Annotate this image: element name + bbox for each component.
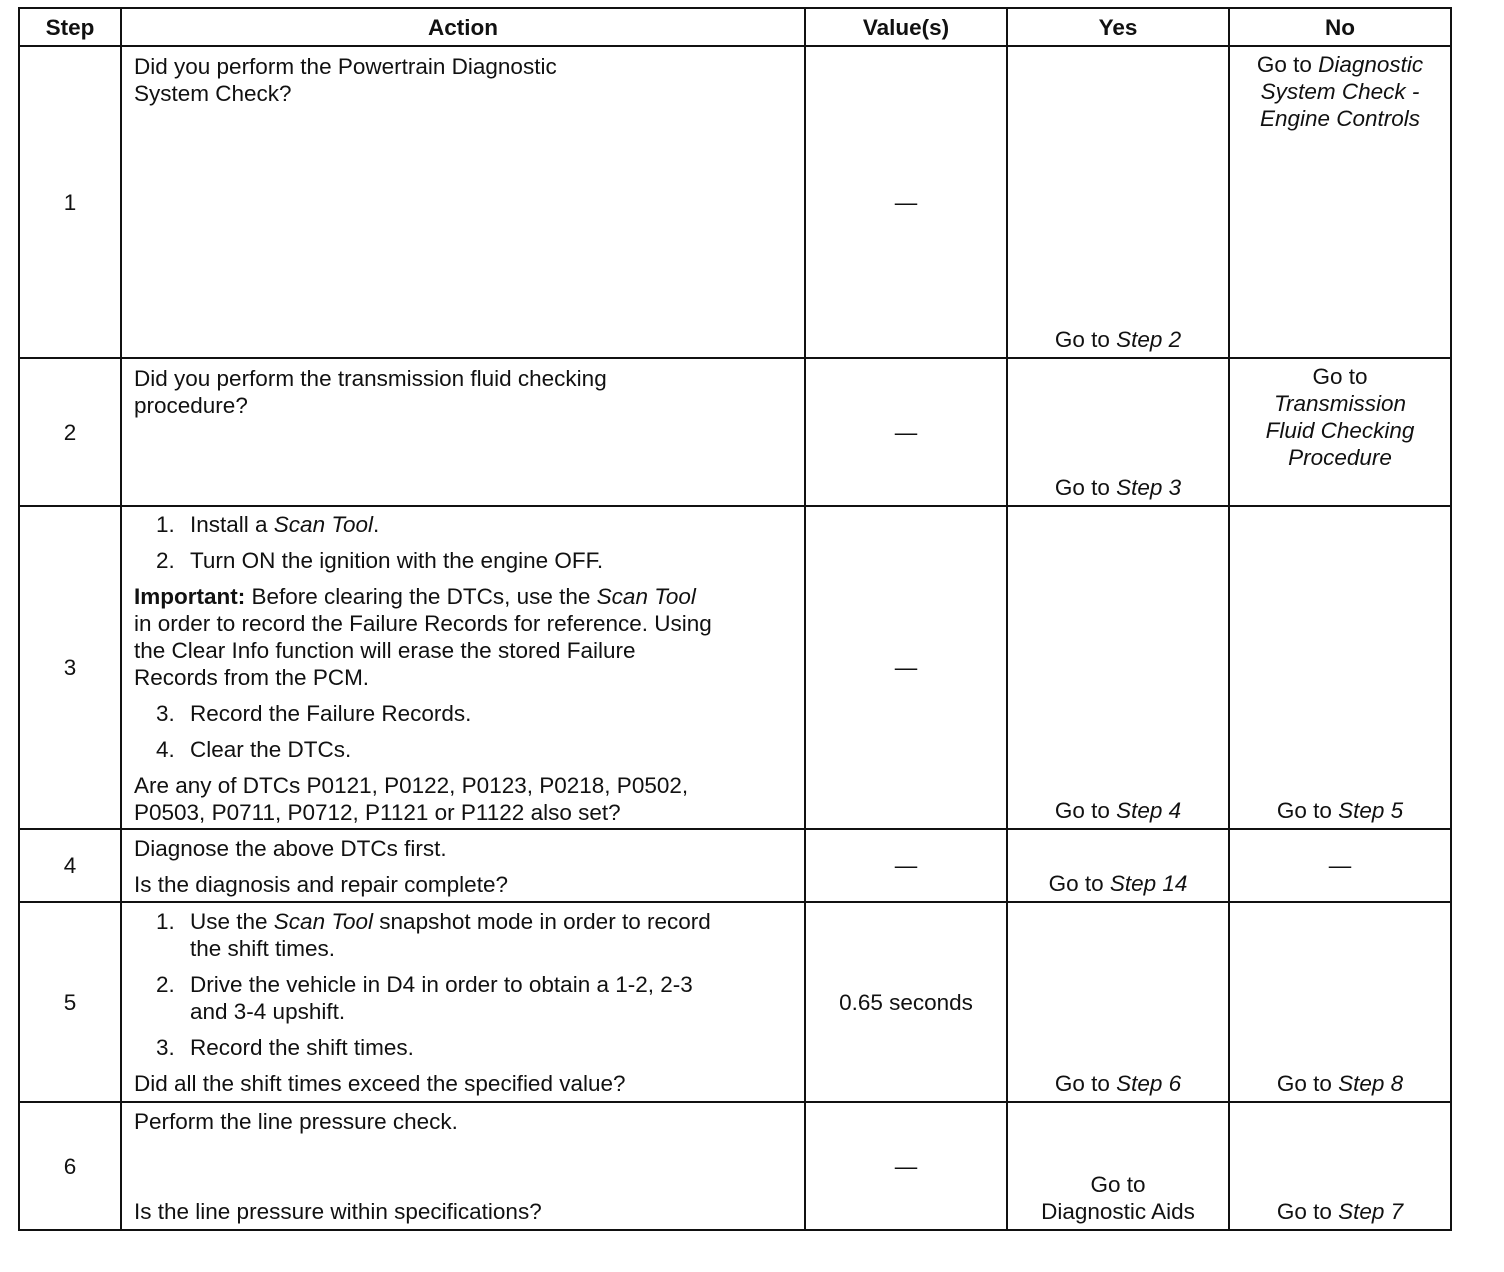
yes-prefix: Go to — [1054, 327, 1117, 352]
action-cell — [121, 829, 805, 902]
no-step-link[interactable]: Step 7 — [1338, 1199, 1404, 1224]
spacer — [134, 1061, 792, 1070]
yes-step-link[interactable]: Step 6 — [1116, 1071, 1182, 1096]
action-text: Did you perform the transmission fluid checking — [134, 366, 607, 391]
action-text: Perform the line pressure check. — [134, 1109, 458, 1134]
list-item — [134, 547, 792, 574]
no-prefix: Go to — [1312, 364, 1368, 389]
action-text: Is the line pressure within specifications? — [134, 1199, 542, 1224]
yes-link[interactable] — [1008, 326, 1228, 353]
yes-link[interactable] — [1008, 1171, 1228, 1225]
value-cell: 0.65 seconds — [805, 902, 1007, 1102]
list-text: Turn ON the ignition with the engine OFF. — [190, 548, 604, 573]
question-text: Did all the shift times exceed the specified value? — [134, 1071, 626, 1096]
action-cell — [121, 1102, 805, 1230]
yes-link[interactable] — [1008, 797, 1228, 824]
no-cell — [1229, 46, 1451, 358]
step-number: 6 — [19, 1102, 121, 1230]
no-link-text[interactable]: Engine Controls — [1259, 106, 1421, 131]
yes-link[interactable] — [1008, 1070, 1228, 1097]
no-link-text[interactable]: Fluid Checking — [1265, 418, 1415, 443]
spacer — [134, 1025, 792, 1034]
list-number: 3. — [156, 701, 175, 726]
important-text: Before clearing the DTCs, use the — [245, 584, 597, 609]
no-link-text[interactable]: System Check - — [1260, 79, 1420, 104]
no-link[interactable] — [1230, 359, 1450, 471]
important-text: the Clear Info function will erase the stored Failure — [134, 638, 636, 663]
header-action: Action — [121, 8, 805, 46]
list-text: Use the — [190, 909, 274, 934]
no-step-link[interactable]: Step 5 — [1338, 798, 1404, 823]
yes-step-link[interactable]: Step 3 — [1116, 475, 1182, 500]
yes-step-link[interactable]: Step 14 — [1109, 871, 1188, 896]
step-number: 1 — [19, 46, 121, 358]
action-cell — [121, 358, 805, 506]
step-number: 2 — [19, 358, 121, 506]
important-emphasis: Scan Tool — [596, 584, 696, 609]
no-link-text[interactable]: Transmission — [1273, 391, 1407, 416]
no-prefix: Go to — [1276, 798, 1339, 823]
action-text: Is the diagnosis and repair complete? — [134, 872, 508, 897]
table-row — [19, 358, 1451, 506]
list-text: the shift times. — [190, 936, 336, 961]
no-step-link[interactable]: Step 8 — [1338, 1071, 1404, 1096]
list-number: 1. — [156, 512, 175, 537]
yes-cell — [1007, 506, 1229, 829]
list-text: . — [373, 512, 380, 537]
value-cell: — — [805, 829, 1007, 902]
no-link[interactable] — [1230, 1070, 1450, 1097]
no-prefix: Go to — [1256, 52, 1319, 77]
yes-link[interactable] — [1008, 870, 1228, 897]
list-item — [134, 971, 792, 1025]
spacer — [134, 727, 792, 736]
no-link-text[interactable]: Procedure — [1288, 445, 1392, 470]
list-item — [134, 736, 792, 763]
list-text: and 3-4 upshift. — [190, 999, 346, 1024]
list-item — [134, 1034, 792, 1061]
list-number: 2. — [156, 548, 175, 573]
action-text: procedure? — [134, 393, 248, 418]
no-cell: — — [1229, 829, 1451, 902]
list-item — [134, 511, 792, 538]
yes-cell — [1007, 1102, 1229, 1230]
spacer — [134, 574, 792, 583]
yes-link[interactable] — [1008, 474, 1228, 501]
spacer — [134, 763, 792, 772]
table-row — [19, 902, 1451, 1102]
no-link[interactable] — [1230, 47, 1450, 132]
important-text: Records from the PCM. — [134, 665, 370, 690]
spacer — [134, 691, 792, 700]
list-number: 1. — [156, 909, 175, 934]
yes-prefix: Go to — [1090, 1172, 1146, 1197]
list-text: Drive the vehicle in D4 in order to obtain a 1-2, 2-3 — [190, 972, 693, 997]
no-link[interactable] — [1230, 1198, 1450, 1225]
no-cell — [1229, 506, 1451, 829]
action-text: Did you perform the Powertrain Diagnostic — [134, 54, 557, 79]
list-emphasis: Scan Tool — [273, 512, 374, 537]
header-row — [19, 8, 1451, 46]
spacer — [134, 962, 792, 971]
step-number: 4 — [19, 829, 121, 902]
step-number: 3 — [19, 506, 121, 829]
table-row — [19, 829, 1451, 902]
yes-step-link[interactable]: Step 4 — [1116, 798, 1182, 823]
no-link-text[interactable]: Diagnostic — [1318, 52, 1424, 77]
step-number: 5 — [19, 902, 121, 1102]
action-cell — [121, 902, 805, 1102]
yes-cell — [1007, 902, 1229, 1102]
list-number: 3. — [156, 1035, 175, 1060]
list-text: snapshot mode in order to record — [373, 909, 711, 934]
yes-cell — [1007, 46, 1229, 358]
yes-prefix: Go to — [1054, 1071, 1117, 1096]
question-text: P0503, P0711, P0712, P1121 or P1122 also set? — [134, 800, 621, 825]
no-prefix: Go to — [1276, 1199, 1339, 1224]
action-cell — [121, 46, 805, 358]
important-note — [134, 583, 792, 610]
yes-cell — [1007, 358, 1229, 506]
table-row — [19, 1102, 1451, 1230]
list-item — [134, 700, 792, 727]
no-cell — [1229, 902, 1451, 1102]
yes-step-link[interactable]: Diagnostic Aids — [1041, 1199, 1195, 1224]
value-cell: — — [805, 506, 1007, 829]
action-text: Diagnose the above DTCs first. — [134, 836, 447, 861]
important-label: Important: — [134, 584, 246, 609]
list-number: 2. — [156, 972, 175, 997]
spacer — [134, 538, 792, 547]
spacer — [134, 862, 792, 871]
value-cell: — — [805, 1102, 1007, 1230]
list-number: 4. — [156, 737, 175, 762]
diagnostic-table — [18, 7, 1452, 1231]
table-row — [19, 46, 1451, 358]
yes-prefix: Go to — [1048, 871, 1110, 896]
value-cell: — — [805, 46, 1007, 358]
no-prefix: Go to — [1276, 1071, 1339, 1096]
header-step: Step — [19, 8, 121, 46]
list-emphasis: Scan Tool — [273, 909, 374, 934]
no-link[interactable] — [1230, 797, 1450, 824]
action-text: System Check? — [134, 81, 292, 106]
no-cell — [1229, 358, 1451, 506]
list-item — [134, 908, 792, 962]
important-text: in order to record the Failure Records for reference. Using — [134, 611, 712, 636]
header-no: No — [1229, 8, 1451, 46]
yes-cell — [1007, 829, 1229, 902]
yes-prefix: Go to — [1054, 475, 1117, 500]
table-row — [19, 506, 1451, 829]
header-values: Value(s) — [805, 8, 1007, 46]
action-list — [134, 511, 792, 574]
list-text: Record the shift times. — [190, 1035, 414, 1060]
no-cell — [1229, 1102, 1451, 1230]
yes-step-link[interactable]: Step 2 — [1116, 327, 1182, 352]
question-text: Are any of DTCs P0121, P0122, P0123, P0218, P0502, — [134, 773, 689, 798]
value-cell: — — [805, 358, 1007, 506]
action-list — [134, 908, 792, 1061]
header-yes: Yes — [1007, 8, 1229, 46]
list-text: Record the Failure Records. — [190, 701, 472, 726]
list-text: Install a — [190, 512, 274, 537]
yes-prefix: Go to — [1054, 798, 1117, 823]
list-text: Clear the DTCs. — [190, 737, 352, 762]
action-cell — [121, 506, 805, 829]
action-list — [134, 700, 792, 763]
